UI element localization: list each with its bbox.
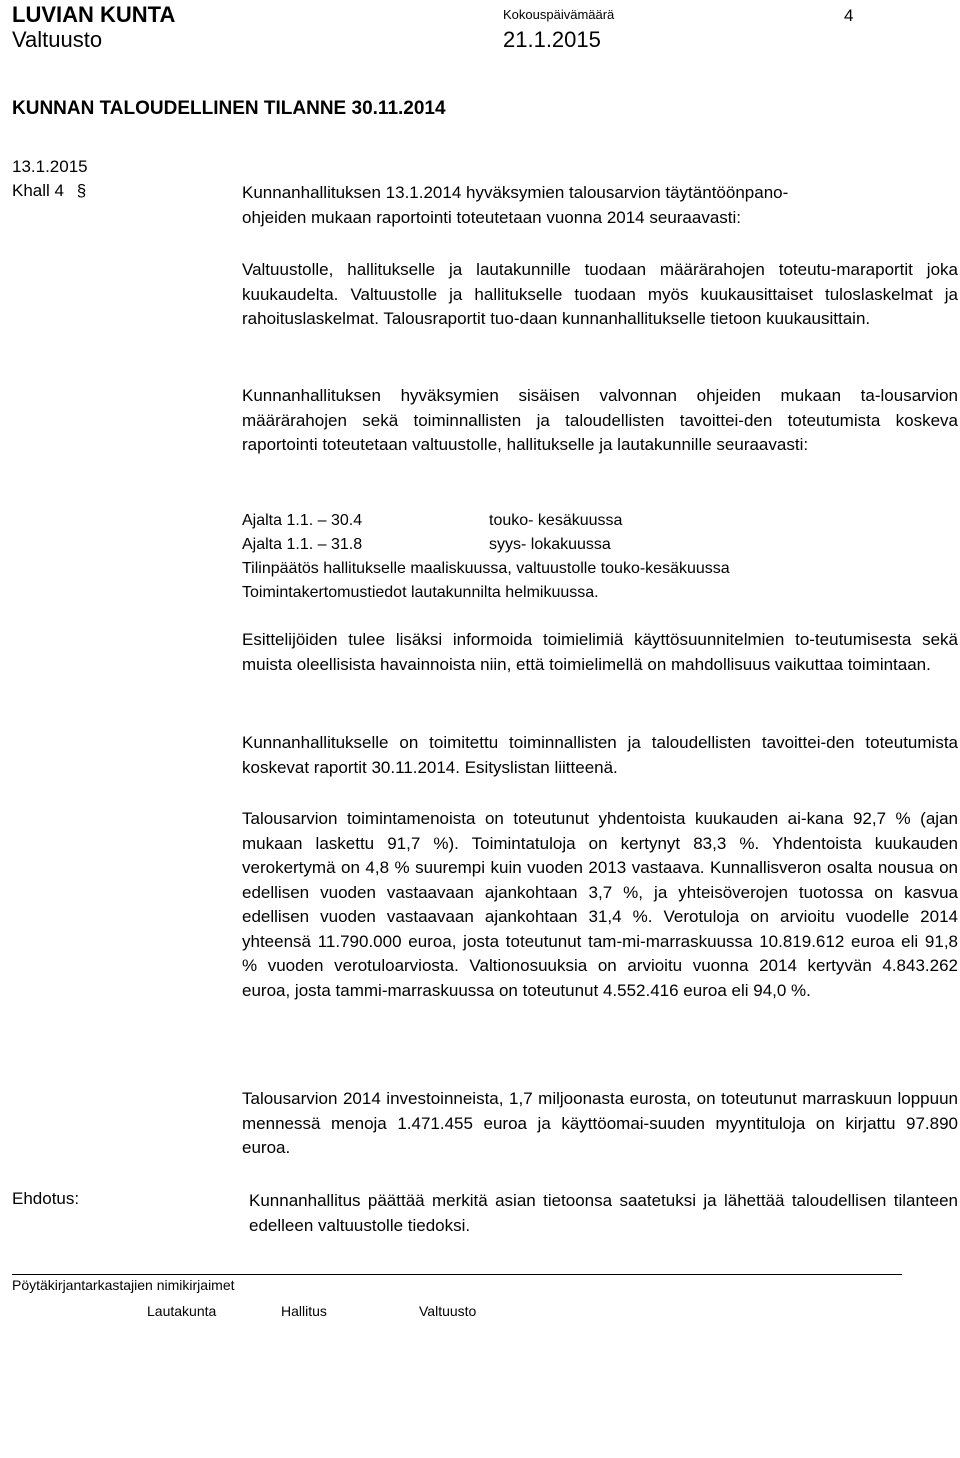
signatures-label: Pöytäkirjantarkastajien nimikirjaimet — [12, 1277, 235, 1293]
decision-intro-line1: Kunnanhallituksen 13.1.2014 hyväksymien talousarvion täytäntöönpano- — [242, 183, 789, 202]
proposal-text: Kunnanhallitus päättää merkitä asian tietoonsa saatetuksi ja lähettää taloudellisen tilanteen edelleen valtuustolle tiedoksi. — [249, 1191, 958, 1235]
handling-date: 13.1.2015 — [12, 157, 88, 176]
section-reference — [12, 181, 86, 201]
proposal-text-block — [249, 1189, 958, 1238]
schedule-row — [242, 533, 958, 557]
meeting-date-label: Kokouspäivämäärä — [503, 7, 615, 22]
paragraph-presenters — [242, 628, 958, 677]
paragraph-text: Valtuustolle, hallitukselle ja lautakunnille tuodaan määrärahojen toteutu-maraportit joka kuukaudelta. Valtuustolle ja hallitukselle tuodaan myös kuukausittaiset tuloslaskelmat ja rahoituslaskelmat. Talousraportit tuo-daan kunnanhallitukselle tietoon kuukausittain. — [242, 260, 958, 328]
paragraph-reports-delivered — [242, 731, 958, 780]
organ-name: Valtuusto — [12, 27, 103, 52]
decision-intro-line2: ohjeiden mukaan raportointi toteutetaan vuonna 2014 seuraavasti: — [242, 207, 742, 227]
schedule-row — [242, 509, 958, 533]
proposal-label: Ehdotus: — [12, 1189, 80, 1208]
municipality-name: LUVIAN KUNTA — [12, 2, 176, 27]
footer-col-council: Valtuusto — [419, 1303, 477, 1319]
paragraph-investments — [242, 1087, 958, 1161]
schedule-financial-statement: Tilinpäätös hallitukselle maaliskuussa, valtuustolle touko-kesäkuussa — [242, 560, 730, 577]
schedule-annual-report: Toimintakertomustiedot lautakunnilta helmikuussa. — [242, 584, 599, 601]
paragraph-text: Kunnanhallitukselle on toimitettu toiminnallisten ja taloudellisten tavoittei-den toteutumista koskevat raportit 30.11.2014. Esityslistan liitteenä. — [242, 733, 958, 777]
schedule-period: Ajalta 1.1. – 30.4 — [242, 512, 363, 529]
paragraph-text: Kunnanhallituksen hyväksymien sisäisen valvonnan ohjeiden mukaan ta-lousarvion määrärahojen sekä toiminnallisten ja taloudellisten tavoittei-den toteutumista koskeva raportointi toteutetaan valtuustolle, hallitukselle ja lautakunnille seuraavasti: — [242, 386, 958, 454]
section-number: Khall 4 — [12, 181, 64, 200]
decision-intro — [242, 181, 958, 230]
paragraph-text: Talousarvion 2014 investoinneista, 1,7 miljoonasta eurosta, on toteutunut marraskuun loppuun mennessä menoja 1.471.455 euroa ja käyttöomai-suuden myyntituloja on kirjattu 97.890 euroa. — [242, 1089, 958, 1157]
meeting-date: 21.1.2015 — [503, 27, 601, 52]
paragraph-budget-execution — [242, 807, 958, 1003]
page-number: 4 — [844, 6, 854, 25]
footer-col-government: Hallitus — [281, 1303, 327, 1319]
schedule-timing: syys- lokakuussa — [489, 536, 611, 553]
schedule-timing: touko- kesäkuussa — [489, 512, 623, 529]
footer-divider — [12, 1274, 902, 1275]
section-symbol: § — [76, 181, 87, 200]
paragraph-text: Esittelijöiden tulee lisäksi informoida toimielimiä käyttösuunnitelmien to-teutumisesta sekä muista oleellisista havainnoista niin, että toimielimellä on mahdollisuus vaikuttaa toimintaan. — [242, 630, 958, 674]
schedule-period: Ajalta 1.1. – 31.8 — [242, 536, 363, 553]
page-title: KUNNAN TALOUDELLINEN TILANNE 30.11.2014 — [12, 98, 446, 119]
paragraph-internal-control — [242, 384, 958, 458]
footer-col-board: Lautakunta — [147, 1303, 217, 1319]
paragraph-monthly-reports — [242, 258, 958, 332]
reporting-schedule — [242, 509, 958, 605]
paragraph-text: Talousarvion toimintamenoista on toteutunut yhdentoista kuukauden ai-kana 92,7 % (ajan mukaan laskettu 91,7 %). Toimintatuloja on kertynyt 83,3 %. Yhdentoista kuukauden verokertymä on 4,8 % suurempi kuin vuoden 2013 vastaava. Kunnallisveron osalta nousua on edellisen vuoden vastaavaan ajankohtaan 3,7 %, ja yhteisöverojen tuotossa on kasvua edellisen vuoden vastaavaan ajankohtaan 31,4 %. Verotuloja on arvioitu vuodelle 2014 yhteensä 11.790.000 euroa, josta toteutunut tam-mi-marraskuussa 10.819.612 euroa eli 91,8 % vuoden verotuloarviosta. Valtionosuuksia on arvioitu vuonna 2014 kertyvän 4.843.262 euroa, josta tammi-marraskuussa on toteutunut 4.552.416 euroa eli 94,0 %. — [242, 809, 958, 1000]
